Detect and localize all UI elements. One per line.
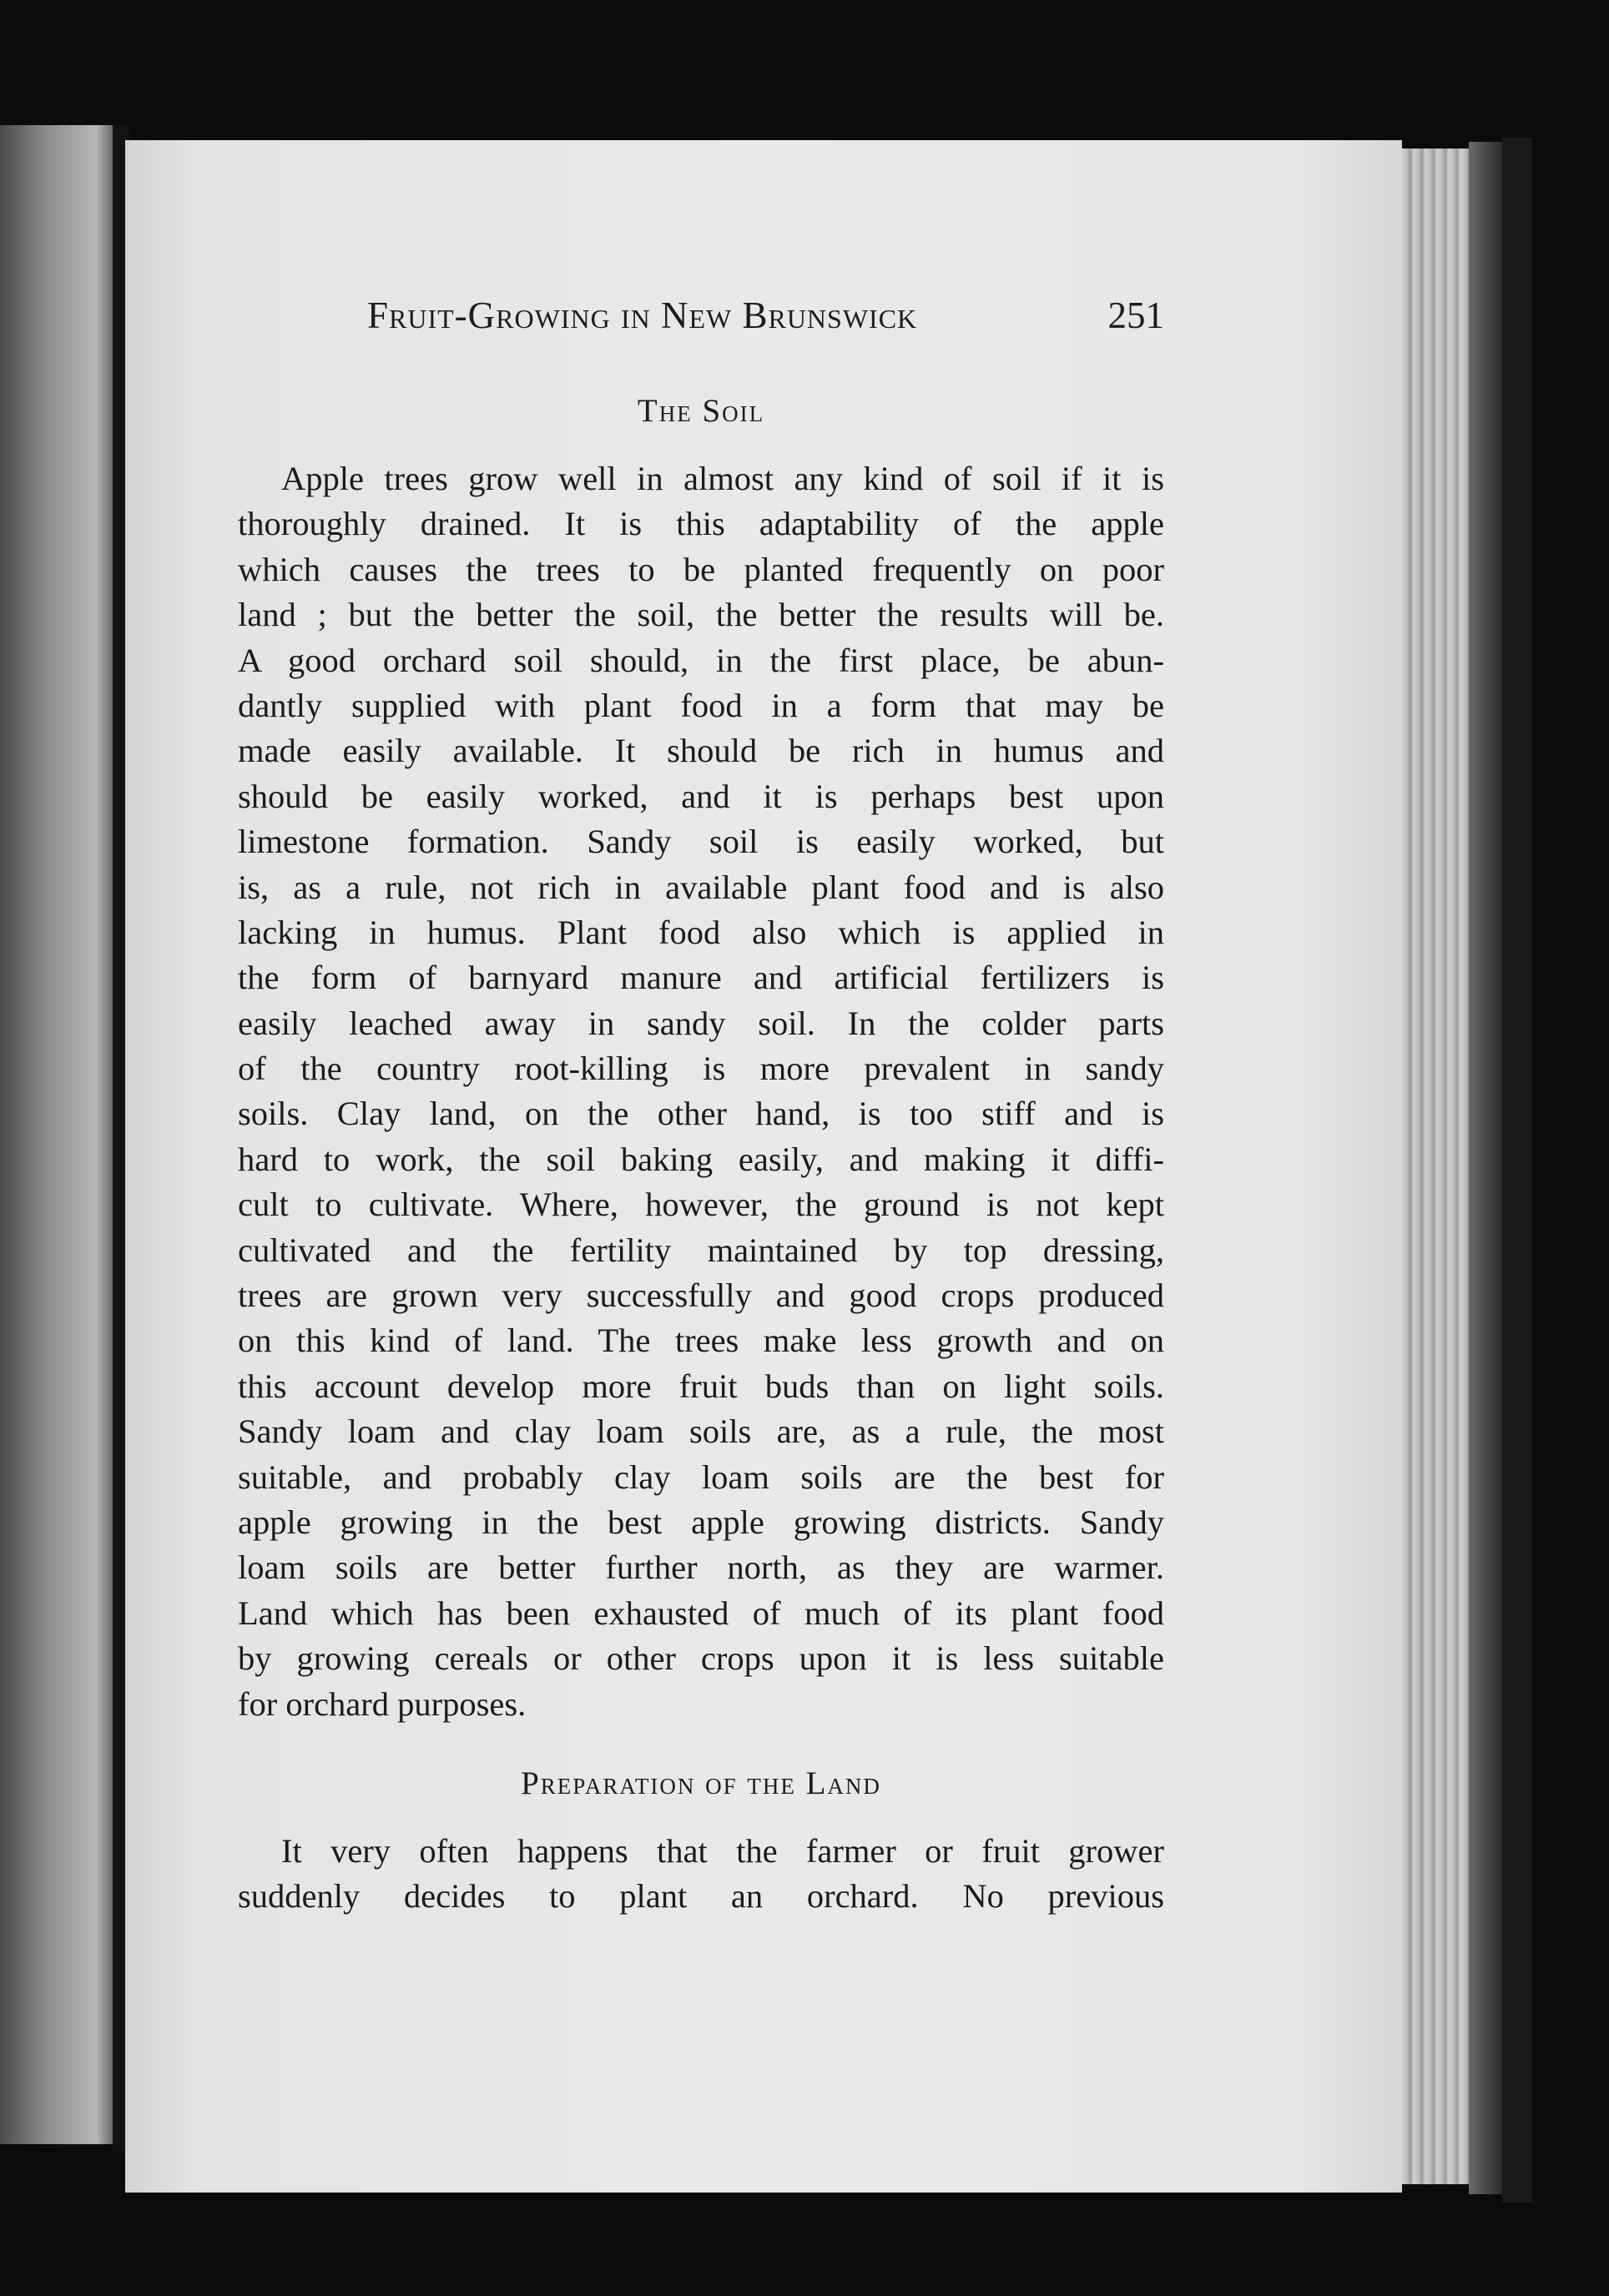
paragraph-soil [238, 456, 1164, 1727]
text-line: by growing cereals or other crops upon it is less suitable [238, 1639, 1164, 1678]
text-line: the form of barnyard manure and artificial fertilizers is [238, 959, 1164, 997]
text-line: thoroughly drained. It is this adaptability of the apple [238, 505, 1164, 543]
paragraph-preparation [238, 1829, 1164, 1920]
text-line: which causes the trees to be planted frequently on poor [238, 550, 1164, 588]
text-line: of the country root-killing is more prevalent in sandy [238, 1050, 1164, 1088]
text-line: loam soils are better further north, as they are warmer. [238, 1548, 1164, 1587]
text-line: Sandy loam and clay loam soils are, as a rule, the most [238, 1412, 1164, 1451]
text-line: suitable, and probably clay loam soils are the best for [238, 1458, 1164, 1496]
text-line: is, as a rule, not rich in available plant food and is also [238, 868, 1164, 906]
running-head: Fruit-Growing in New Brunswick [367, 295, 918, 336]
text-line: It very often happens that the farmer or fruit grower [281, 1832, 1164, 1870]
facing-page-edge [0, 125, 113, 2144]
text-line: made easily available. It should be rich in humus and [238, 732, 1164, 770]
page-header [367, 294, 1164, 344]
text-line: cult to cultivate. Where, however, the ground is not kept [238, 1186, 1164, 1224]
text-line: lacking in humus. Plant food also which is applied in [238, 913, 1164, 951]
text-line: easily leached away in sandy soil. In the colder parts [238, 1004, 1164, 1042]
book-cover-edge [1502, 138, 1532, 2203]
section-title-soil: The Soil [637, 393, 765, 429]
page-stack-shadow [1469, 142, 1502, 2194]
text-line: for orchard purposes. [238, 1684, 527, 1723]
text-line: hard to work, the soil baking easily, and making it diffi- [238, 1140, 1164, 1178]
text-line: dantly supplied with plant food in a form that may be [238, 686, 1164, 724]
text-line: on this kind of land. The trees make less growth and on [238, 1322, 1164, 1360]
text-line: Land which has been exhausted of much of its plant food [238, 1594, 1164, 1632]
text-line: soils. Clay land, on the other hand, is too stiff and is [238, 1095, 1164, 1133]
text-line: Apple trees grow well in almost any kind of soil if it is [281, 460, 1164, 497]
text-line: limestone formation. Sandy soil is easily worked, but [238, 823, 1164, 861]
text-line: A good orchard soil should, in the first place, be abun- [238, 641, 1164, 679]
text-line: trees are grown very successfully and good crops produced [238, 1276, 1164, 1315]
text-line: cultivated and the fertility maintained by top dressing, [238, 1231, 1164, 1269]
text-line: this account develop more fruit buds than on light soils. [238, 1367, 1164, 1405]
text-line: land ; but the better the soil, the better the results will be. [238, 596, 1164, 634]
text-line: suddenly decides to plant an orchard. No previous [238, 1877, 1164, 1916]
page-number: 251 [1107, 295, 1164, 336]
text-line: should be easily worked, and it is perhaps best upon [238, 777, 1164, 815]
section-title-preparation: Preparation of the Land [521, 1765, 881, 1801]
text-line: apple growing in the best apple growing districts. Sandy [238, 1503, 1164, 1541]
